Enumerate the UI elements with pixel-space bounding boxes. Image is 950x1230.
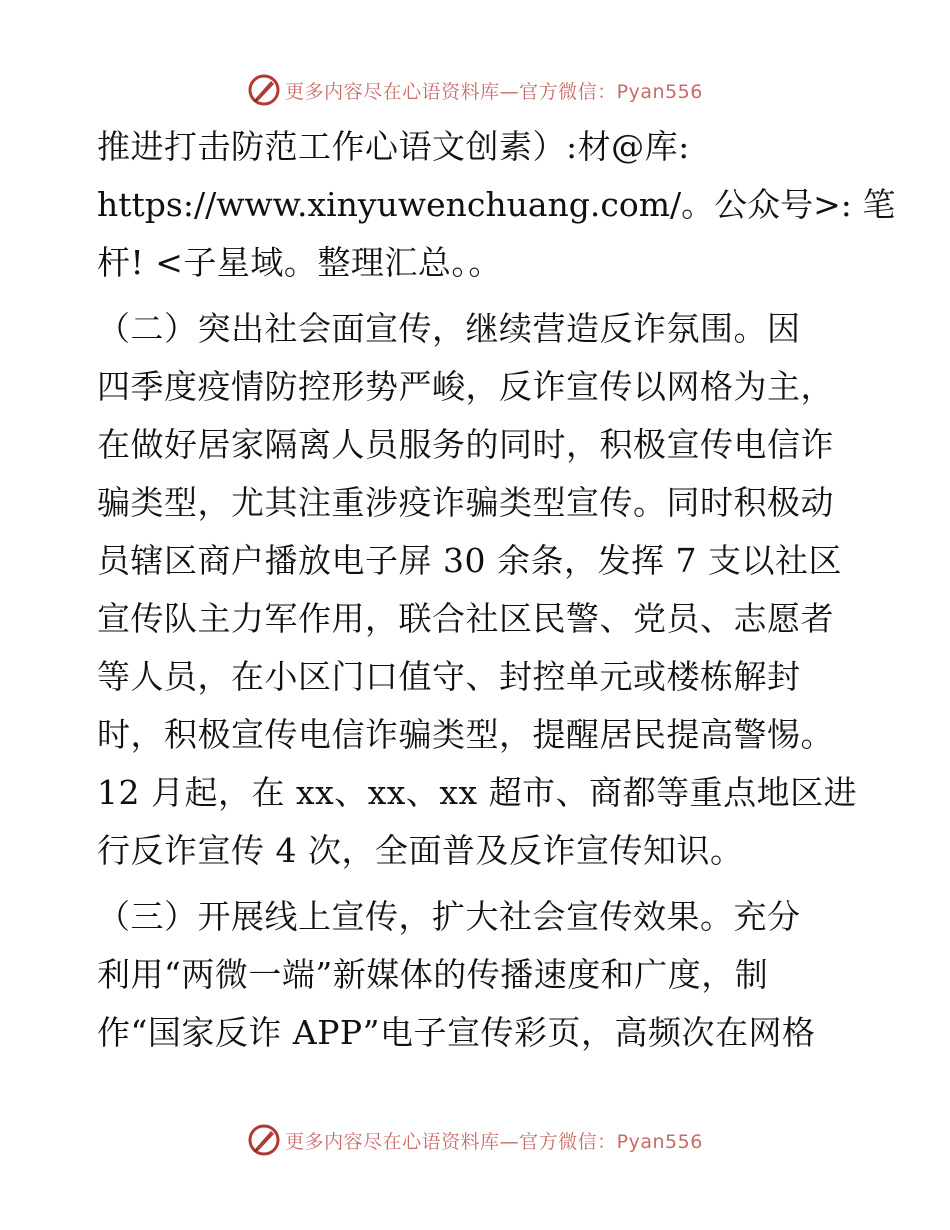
quill-logo-icon (247, 1123, 281, 1157)
text-line: 12 月起，在 xx、xx、xx 超市、商都等重点地区进 (97, 773, 858, 812)
watermark-text: 更多内容尽在心语资料库—官方微信：Pyan556 (285, 1130, 703, 1153)
text-line: 宣传队主力军作用，联合社区民警、党员、志愿者 (97, 599, 834, 638)
text-line: 行反诈宣传 4 次，全面普及反诈宣传知识。 (97, 831, 744, 870)
text-line: 在做好居家隔离人员服务的同时，积极宣传电信诈 (97, 425, 834, 464)
text-line: 作“国家反诈 APP”电子宣传彩页，高频次在网格 (97, 1013, 816, 1052)
paragraph-section-2 (97, 300, 857, 880)
quill-logo-icon (247, 73, 281, 107)
text-line: 推进打击防范工作心语文创素）:材@库: (97, 127, 690, 166)
text-line: （二）突出社会面宣传，继续营造反诈氛围。因 (97, 309, 801, 348)
text-line: 骗类型，尤其注重涉疫诈骗类型宣传。同时积极动 (97, 483, 834, 522)
text-line: 员辖区商户播放电子屏 30 余条，发挥 7 支以社区 (97, 541, 842, 580)
text-line: 四季度疫情防控形势严峻，反诈宣传以网格为主， (97, 367, 834, 406)
text-line: （三）开展线上宣传，扩大社会宣传效果。充分 (97, 897, 801, 936)
document-body (97, 118, 896, 1062)
text-line: 等人员，在小区门口值守、封控单元或楼栋解封 (97, 657, 801, 696)
text-line: 时，积极宣传电信诈骗类型，提醒居民提高警惕。 (97, 715, 834, 754)
text-line: 杆! <子星域。整理汇总。。 (97, 243, 502, 282)
watermark-banner-top (0, 70, 950, 110)
watermark-banner-bottom (0, 1120, 950, 1160)
watermark-text: 更多内容尽在心语资料库—官方微信：Pyan556 (285, 80, 703, 103)
text-line: 利用“两微一端”新媒体的传播速度和广度，制 (97, 955, 769, 994)
paragraph-section-3 (97, 888, 857, 1062)
url-line: https://www.xinyuwenchuang.com/。公众号>: 笔 (97, 185, 896, 224)
